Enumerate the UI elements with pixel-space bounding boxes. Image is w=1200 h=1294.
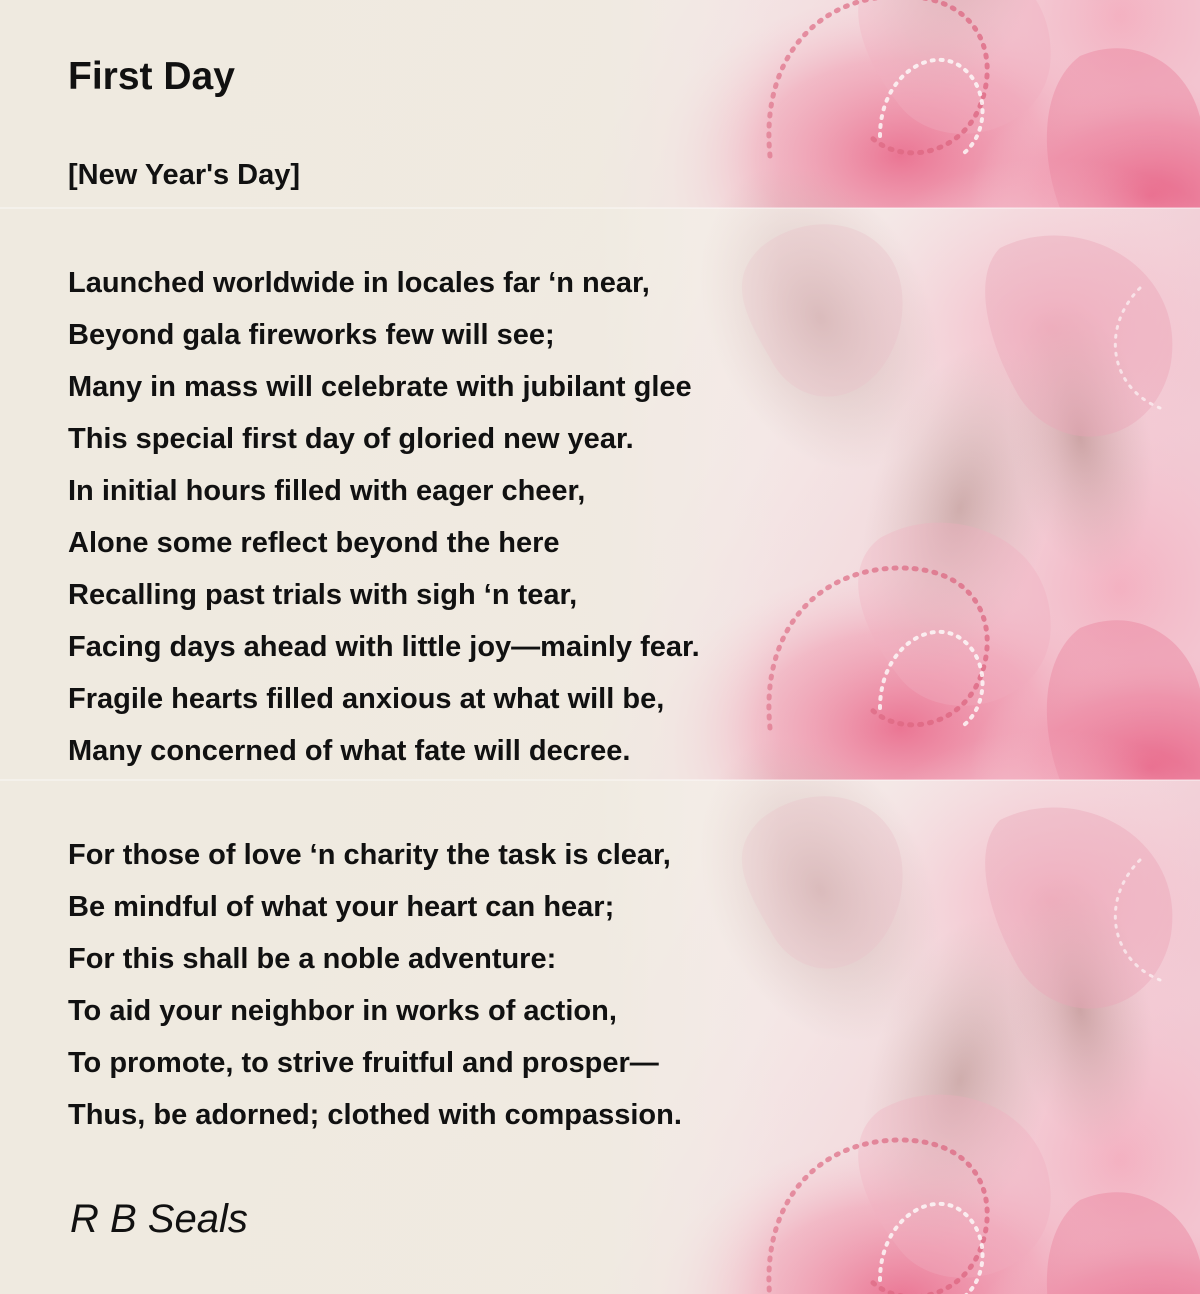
stanza-1 (68, 257, 700, 777)
poem-line: To promote, to strive fruitful and prosper— (68, 1047, 659, 1079)
poem-line: Many in mass will celebrate with jubilant glee (68, 371, 692, 403)
poem-line: This special first day of gloried new year. (68, 423, 634, 455)
poem-line: In initial hours filled with eager cheer, (68, 475, 586, 507)
stanza-2 (68, 829, 682, 1141)
poem-line: For those of love ‘n charity the task is clear, (68, 839, 671, 871)
poem-title: First Day (68, 55, 235, 98)
poem-line: Many concerned of what fate will decree. (68, 735, 631, 767)
poem-line: Be mindful of what your heart can hear; (68, 891, 615, 923)
poem-line: Alone some reflect beyond the here (68, 527, 560, 559)
poem-subtitle: [New Year's Day] (68, 159, 301, 191)
poem-line: Launched worldwide in locales far ‘n near, (68, 267, 650, 299)
poem-line: For this shall be a noble adventure: (68, 943, 557, 975)
poem-line: Beyond gala fireworks few will see; (68, 319, 555, 351)
poem-author: R B Seals (70, 1197, 248, 1241)
poem-line: Thus, be adorned; clothed with compassion. (68, 1099, 682, 1131)
poem-line: Facing days ahead with little joy—mainly fear. (68, 631, 700, 663)
poem-line: Fragile hearts filled anxious at what will be, (68, 683, 665, 715)
poem-line: Recalling past trials with sigh ‘n tear, (68, 579, 578, 611)
poem-line: To aid your neighbor in works of action, (68, 995, 617, 1027)
